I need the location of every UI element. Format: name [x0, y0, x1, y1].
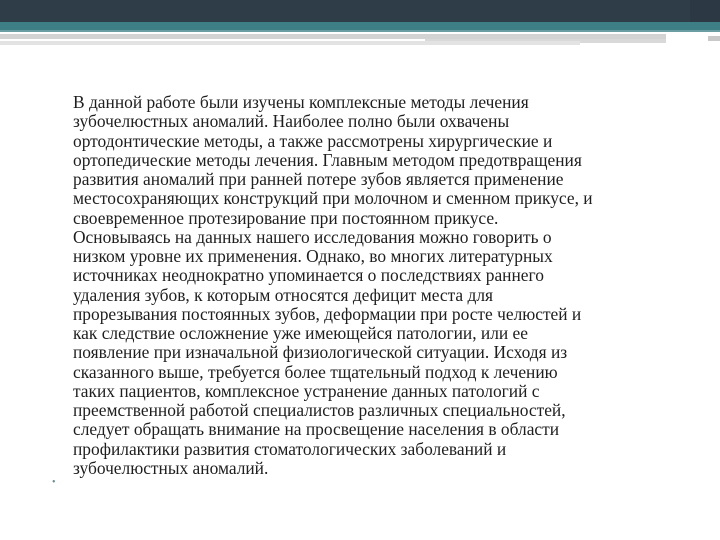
- text-line: прорезывания постоянных зубов, деформации при росте челюстей и: [73, 303, 582, 324]
- text-line: ортопедические методы лечения. Главным методом предотвращения: [73, 149, 582, 170]
- text-line: сказанного выше, требуется более тщательный подход к лечению: [73, 361, 558, 382]
- text-line: зубочелюстных аномалий.: [73, 457, 269, 478]
- text-line: как следствие осложнение уже имеющейся патологии, или ее: [73, 323, 528, 343]
- text-line: зубочелюстных аномалий. Наиболее полно были охвачены: [73, 111, 510, 132]
- text-line: ортодонтические методы, а также рассмотрены хирургические и: [73, 130, 553, 151]
- text-line: источниках неоднократно упоминается о последствиях раннего: [73, 265, 544, 286]
- text-line: таких пациентов, комплексное устранение данных патологий с: [73, 380, 540, 401]
- text-line: Основываясь на данных нашего исследования можно говорить о: [73, 226, 552, 247]
- header-band: [0, 0, 720, 22]
- text-line: низком уровне их применения. Однако, во многих литературных: [73, 246, 553, 266]
- decor-right-stub: [708, 36, 720, 41]
- text-line: развития аномалий при ранней потере зубов является применение: [73, 169, 564, 189]
- bullet-marker: •: [52, 477, 56, 488]
- header-band-right: [690, 0, 720, 22]
- decor-gray-bar-lower: [0, 41, 580, 45]
- header-thin-line: [0, 30, 720, 32]
- text-line: своевременное протезирование при постоянном прикусе.: [73, 207, 499, 228]
- text-line: местосохраняющих конструкций при молочном и сменном прикусе, и: [73, 188, 593, 209]
- slide-body-text: [73, 93, 683, 478]
- text-line: В данной работе были изучены комплексные методы лечения: [73, 92, 529, 112]
- header-accent-line: [0, 22, 720, 30]
- text-line: следует обращать внимание на просвещение населения в области: [73, 419, 560, 440]
- text-line: преемственной работой специалистов различных специальностей,: [73, 400, 566, 420]
- text-line: удаления зубов, к которым относятся дефицит места для: [73, 284, 494, 305]
- text-line: появление при изначальной физиологической ситуации. Исходя из: [73, 342, 568, 363]
- text-line: профилактики развития стоматологических заболеваний и: [73, 438, 507, 459]
